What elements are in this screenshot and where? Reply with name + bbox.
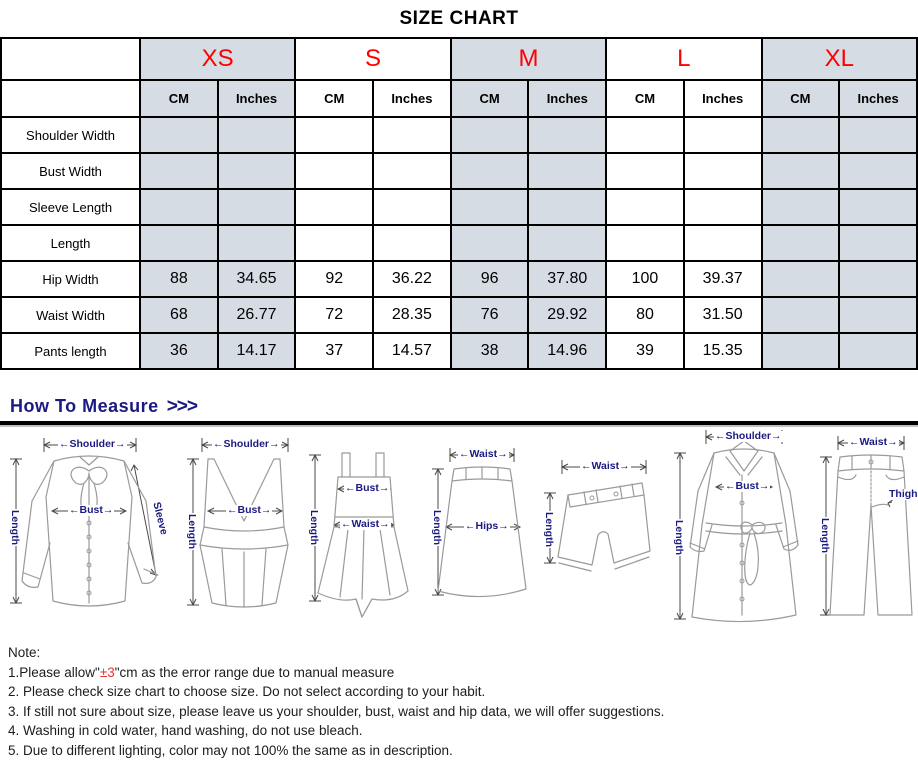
value-cell <box>295 189 373 225</box>
value-cell: 96 <box>451 261 529 297</box>
how-to-measure-heading <box>10 396 918 418</box>
value-cell <box>140 153 218 189</box>
row-label: Sleeve Length <box>1 189 140 225</box>
measure-label: Thigh <box>889 488 918 500</box>
unit-header: CM <box>762 80 840 117</box>
value-cell <box>373 189 451 225</box>
value-cell <box>451 117 529 153</box>
figure-blouse <box>6 431 178 631</box>
value-cell <box>295 117 373 153</box>
value-cell: 37.80 <box>528 261 606 297</box>
value-cell: 28.35 <box>373 297 451 333</box>
dress-drawing <box>306 431 422 631</box>
figure-pants <box>820 431 918 631</box>
corner-cell <box>1 38 140 80</box>
note-line-2: 2. Please check size chart to choose size. Do not select according to your habit. <box>8 684 486 699</box>
heading-divider <box>0 421 918 425</box>
value-cell <box>218 189 296 225</box>
value-cell <box>218 225 296 261</box>
figure-coat <box>668 427 818 631</box>
table-row <box>1 297 917 333</box>
note-text: "cm as the error range due to manual measure <box>114 664 395 680</box>
value-cell <box>762 189 840 225</box>
unit-header: Inches <box>373 80 451 117</box>
value-cell <box>606 225 684 261</box>
figure-dress <box>306 431 422 631</box>
value-cell: 37 <box>295 333 373 369</box>
measure-label: Length <box>543 512 555 547</box>
measure-figures-strip <box>0 427 918 633</box>
measure-label: ← Shoulder → <box>212 439 281 450</box>
value-cell <box>528 117 606 153</box>
unit-header: Inches <box>684 80 762 117</box>
note-text: 1.Please allow" <box>8 664 100 680</box>
triple-chevron-icon: >>> <box>166 396 197 417</box>
value-cell <box>606 117 684 153</box>
value-cell <box>528 225 606 261</box>
table-row <box>1 333 917 369</box>
value-cell <box>839 297 917 333</box>
measure-label: Length <box>673 520 685 555</box>
table-row <box>1 189 917 225</box>
pants-drawing <box>820 431 918 631</box>
page-title: SIZE CHART <box>399 8 519 29</box>
row-label: Shoulder Width <box>1 117 140 153</box>
note-line-4: 4. Washing in cold water, hand washing, do not use bleach. <box>8 723 363 738</box>
value-cell: 14.57 <box>373 333 451 369</box>
value-cell <box>606 189 684 225</box>
value-cell <box>839 117 917 153</box>
value-cell <box>140 225 218 261</box>
row-label: Length <box>1 225 140 261</box>
value-cell: 31.50 <box>684 297 762 333</box>
value-cell: 76 <box>451 297 529 333</box>
value-cell <box>373 117 451 153</box>
value-cell: 72 <box>295 297 373 333</box>
value-cell <box>839 153 917 189</box>
measure-label: ← Waist → <box>580 461 631 472</box>
value-cell: 100 <box>606 261 684 297</box>
blouse-drawing <box>6 431 178 631</box>
coat-drawing <box>668 427 818 631</box>
value-cell <box>451 189 529 225</box>
value-cell: 29.92 <box>528 297 606 333</box>
measure-label: Length <box>186 514 198 549</box>
unit-corner-cell <box>1 80 140 117</box>
value-cell: 34.65 <box>218 261 296 297</box>
size-header-l: L <box>606 38 761 80</box>
note-line-3: 3. If still not sure about size, please leave us your shoulder, bust, waist and hip data, we will offer suggestions. <box>8 703 665 719</box>
value-cell <box>373 153 451 189</box>
size-chart-table <box>0 37 918 370</box>
value-cell <box>218 117 296 153</box>
size-header-xl: XL <box>762 38 918 80</box>
measure-label: Length <box>308 510 320 545</box>
notes-heading: Note: <box>8 645 41 660</box>
measure-label: ← Bust → <box>226 505 272 516</box>
value-cell: 38 <box>451 333 529 369</box>
note-line-1 <box>8 663 918 683</box>
value-cell <box>839 189 917 225</box>
unit-header: CM <box>606 80 684 117</box>
unit-header: CM <box>451 80 529 117</box>
value-cell <box>218 153 296 189</box>
unit-header: CM <box>140 80 218 117</box>
measure-label: ← Waist → <box>458 449 509 460</box>
table-row <box>1 153 917 189</box>
unit-header: Inches <box>528 80 606 117</box>
value-cell <box>839 261 917 297</box>
measure-label: Length <box>431 510 443 545</box>
unit-header: Inches <box>218 80 296 117</box>
value-cell <box>762 117 840 153</box>
value-cell: 36 <box>140 333 218 369</box>
measure-label: ← Bust → <box>724 481 770 492</box>
measure-label: ← Bust → <box>68 505 114 516</box>
measure-label: ← Hips → <box>464 521 510 532</box>
measure-label: ← Waist → <box>848 437 899 448</box>
value-cell <box>606 153 684 189</box>
value-cell: 68 <box>140 297 218 333</box>
value-cell <box>684 189 762 225</box>
unit-header-row <box>1 80 917 117</box>
measure-label: ← Shoulder → <box>58 439 127 450</box>
value-cell <box>839 333 917 369</box>
value-cell: 15.35 <box>684 333 762 369</box>
value-cell <box>373 225 451 261</box>
measure-label: Sleeve <box>150 500 170 536</box>
measure-label: Length <box>819 518 831 553</box>
row-label: Pants length <box>1 333 140 369</box>
value-cell <box>295 153 373 189</box>
value-cell: 92 <box>295 261 373 297</box>
row-label: Waist Width <box>1 297 140 333</box>
value-cell <box>762 225 840 261</box>
value-cell <box>451 153 529 189</box>
value-cell <box>762 297 840 333</box>
figure-sleeveless-top <box>184 431 304 631</box>
measure-label: Length <box>9 510 21 545</box>
notes-section <box>8 643 918 760</box>
note-line-5: 5. Due to different lighting, color may not 100% the same as in description. <box>8 742 453 758</box>
value-cell: 14.17 <box>218 333 296 369</box>
size-header-s: S <box>295 38 450 80</box>
size-header-xs: XS <box>140 38 295 80</box>
value-cell <box>451 225 529 261</box>
value-cell <box>684 225 762 261</box>
value-cell <box>140 117 218 153</box>
value-cell <box>839 225 917 261</box>
size-header-row <box>1 38 917 80</box>
value-cell: 39 <box>606 333 684 369</box>
value-cell <box>684 153 762 189</box>
value-cell: 80 <box>606 297 684 333</box>
value-cell: 39.37 <box>684 261 762 297</box>
table-row <box>1 261 917 297</box>
value-cell <box>684 117 762 153</box>
unit-header: Inches <box>839 80 917 117</box>
value-cell <box>528 153 606 189</box>
row-label: Hip Width <box>1 261 140 297</box>
how-to-measure-text: How To Measure <box>10 396 159 416</box>
value-cell: 26.77 <box>218 297 296 333</box>
unit-header: CM <box>295 80 373 117</box>
figure-skirt <box>426 443 536 628</box>
value-cell <box>295 225 373 261</box>
value-cell: 88 <box>140 261 218 297</box>
value-cell <box>762 333 840 369</box>
sleeveless-top-drawing <box>184 431 304 631</box>
figure-shorts <box>542 453 664 625</box>
value-cell <box>528 189 606 225</box>
value-cell <box>140 189 218 225</box>
value-cell <box>762 261 840 297</box>
measure-label: ← Bust → <box>344 483 390 494</box>
size-header-m: M <box>451 38 606 80</box>
value-cell: 14.96 <box>528 333 606 369</box>
value-cell: 36.22 <box>373 261 451 297</box>
note-highlight: ±3 <box>99 664 115 680</box>
value-cell <box>762 153 840 189</box>
table-row <box>1 117 917 153</box>
shorts-drawing <box>542 453 664 625</box>
measure-label: ← Waist → <box>340 519 391 530</box>
table-row <box>1 225 917 261</box>
measure-label: ← Shoulder → <box>714 431 783 442</box>
row-label: Bust Width <box>1 153 140 189</box>
